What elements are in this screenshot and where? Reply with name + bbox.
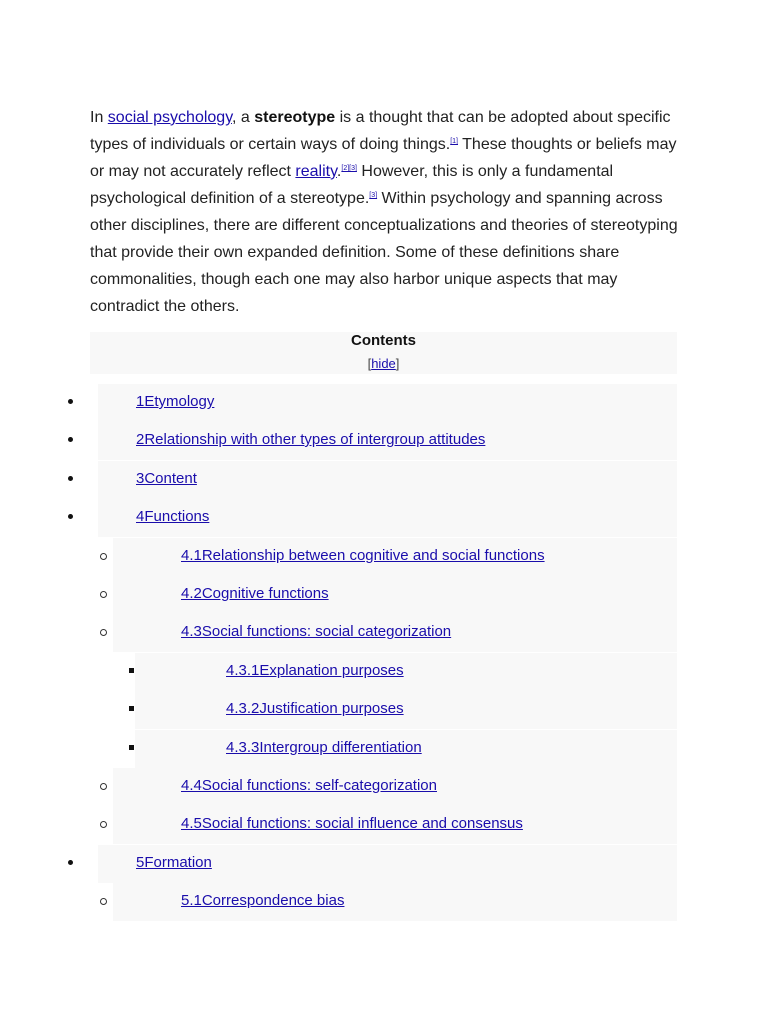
stereotype-term: stereotype bbox=[254, 109, 336, 126]
toc-toggle bbox=[90, 356, 677, 371]
toc-link-7[interactable]: 4.3Social functions: social categorization bbox=[181, 623, 452, 640]
toc-link-6[interactable]: 4.2Cognitive functions bbox=[181, 585, 329, 602]
disc-bullet-icon bbox=[68, 476, 73, 481]
toc-toggle-bracket: ] bbox=[395, 356, 400, 371]
toc-link-11[interactable]: 4.4Social functions: self-categorization bbox=[181, 777, 437, 794]
toc-toggle-bracket: [ bbox=[367, 356, 372, 371]
toc-title: Contents bbox=[351, 332, 416, 349]
intro-text: However, this is only a fundamental psychological definition of a stereotype. bbox=[90, 163, 614, 207]
toc-link-2[interactable]: 2Relationship with other types of intergroup attitudes bbox=[136, 431, 486, 448]
disc-bullet-icon bbox=[68, 514, 73, 519]
toc-row bbox=[135, 653, 677, 691]
square-bullet-icon bbox=[129, 706, 134, 711]
toc-link-12[interactable]: 4.5Social functions: social influence and consensus bbox=[181, 815, 523, 832]
circle-bullet-icon bbox=[100, 553, 107, 560]
citation-1-link[interactable]: [1] bbox=[450, 138, 458, 145]
disc-bullet-icon bbox=[68, 437, 73, 442]
circle-bullet-icon bbox=[100, 629, 107, 636]
toc-link-3[interactable]: 3Content bbox=[136, 470, 197, 487]
intro-text: In bbox=[90, 109, 108, 126]
reality-link[interactable]: reality bbox=[295, 163, 337, 180]
intro-text: . bbox=[336, 163, 342, 180]
citation-2-3-link[interactable]: [2][3] bbox=[341, 165, 357, 172]
toc-link-8[interactable]: 4.3.1Explanation purposes bbox=[226, 662, 404, 679]
disc-bullet-icon bbox=[68, 860, 73, 865]
square-bullet-icon bbox=[129, 668, 134, 673]
toc-link-9[interactable]: 4.3.2Justification purposes bbox=[226, 700, 404, 717]
circle-bullet-icon bbox=[100, 591, 107, 598]
circle-bullet-icon bbox=[100, 821, 107, 828]
social-psychology-link[interactable]: social psychology bbox=[107, 109, 233, 126]
toc-row bbox=[135, 691, 677, 729]
toc-hide-link[interactable]: hide bbox=[371, 356, 396, 371]
intro-text: Within psychology and spanning across other disciplines, there are different conceptualizations and theories of stereotyping that provide their own expanded definition. Some of these definitions share commonalities, though each one may also harbor unique aspects that may contradict the others. bbox=[90, 190, 678, 315]
toc-link-13[interactable]: 5Formation bbox=[136, 854, 212, 871]
toc-link-10[interactable]: 4.3.3Intergroup differentiation bbox=[226, 739, 422, 756]
intro-paragraph bbox=[90, 104, 680, 320]
disc-bullet-icon bbox=[68, 399, 73, 404]
toc-link-1[interactable]: 1Etymology bbox=[136, 393, 215, 410]
toc-link-14[interactable]: 5.1Correspondence bias bbox=[181, 892, 345, 909]
toc-link-4[interactable]: 4Functions bbox=[136, 508, 210, 525]
circle-bullet-icon bbox=[100, 783, 107, 790]
intro-text: is a thought that can be adopted about specific types of individuals or certain ways of doing things. bbox=[90, 109, 671, 153]
intro-text: , a bbox=[232, 109, 255, 126]
citation-3-link[interactable]: [3] bbox=[369, 192, 378, 199]
toc-link-5[interactable]: 4.1Relationship between cognitive and social functions bbox=[181, 547, 545, 564]
circle-bullet-icon bbox=[100, 898, 107, 905]
square-bullet-icon bbox=[129, 745, 134, 750]
intro-text: These thoughts or beliefs may or may not accurately reflect bbox=[90, 136, 677, 180]
